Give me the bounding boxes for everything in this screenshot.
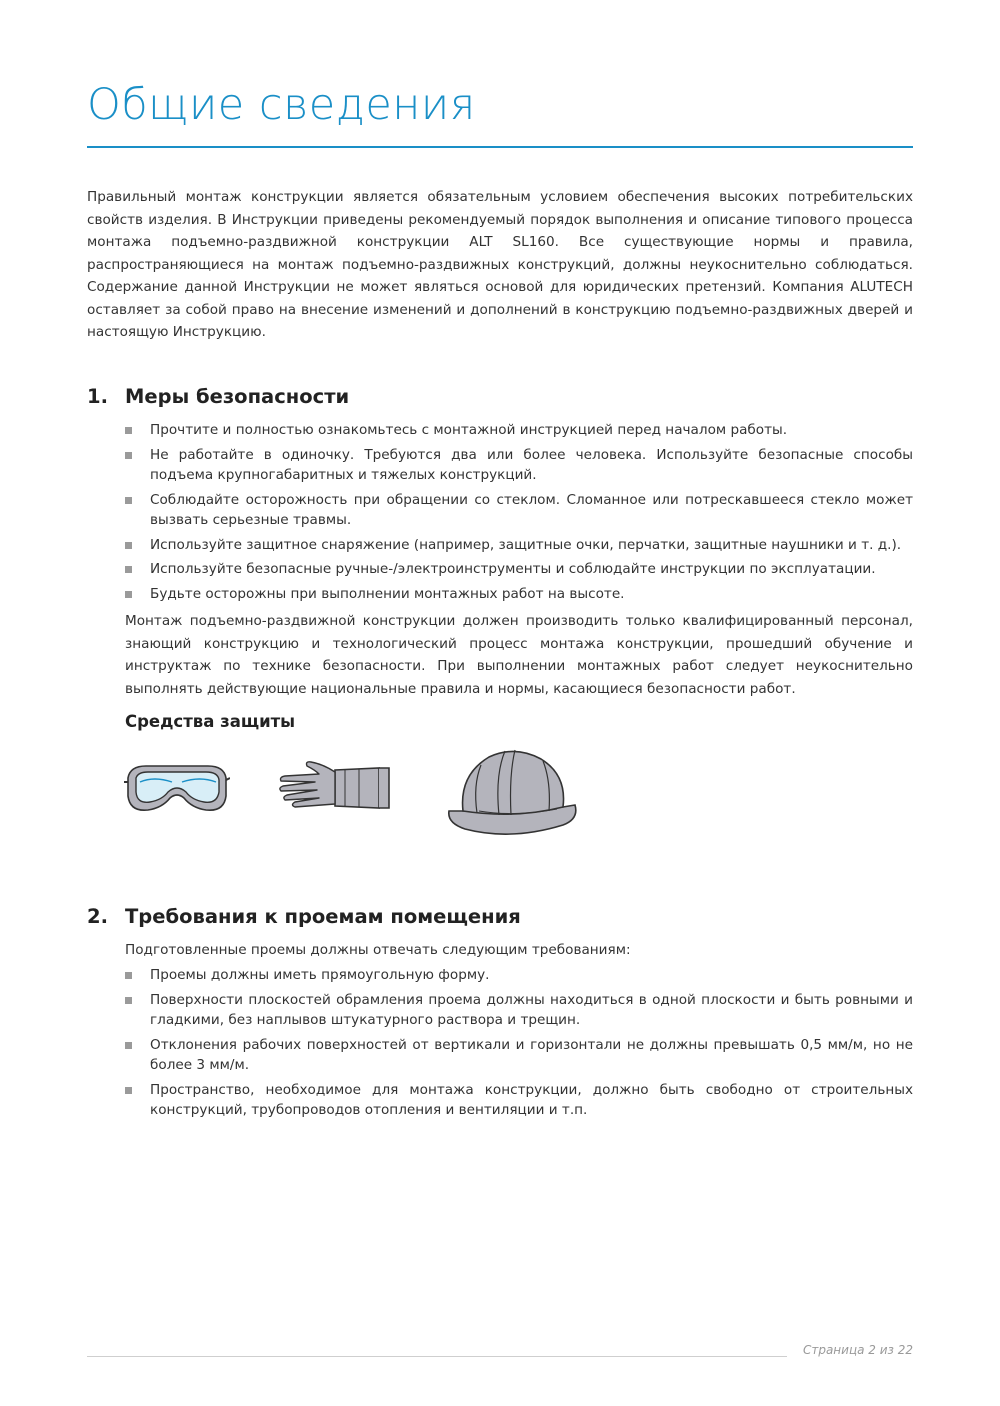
protection-heading: Средства защиты: [125, 712, 296, 731]
section-2-title: Требования к проемам помещения: [125, 905, 521, 928]
hard-hat-icon: [445, 745, 579, 837]
list-item: Используйте защитное снаряжение (например, защитные очки, перчатки, защитные наушники и т. д.).: [125, 535, 913, 556]
requirements-list: [125, 965, 913, 1125]
section-1-heading: [87, 385, 349, 408]
goggles-icon: [124, 760, 230, 818]
bullet-icon: [125, 452, 132, 459]
safety-paragraph: Монтаж подъемно-раздвижной конструкции должен производить только квалифицированный персонал, знающий конструкцию и технологический процесс монтажа конструкции, прошедший обучение и инструктаж по технике безопасности. При выполнении монтажных работ следует неукоснительно выполнять действующие национальные правила и нормы, касающиеся безопасности работ.: [125, 613, 913, 697]
list-item: Соблюдайте осторожность при обращении со стеклом. Сломанное или потрескавшееся стекло может вызвать серьезные травмы.: [125, 490, 913, 531]
bullet-icon: [125, 497, 132, 504]
requirements-lead: Подготовленные проемы должны отвечать следующим требованиям:: [125, 942, 631, 958]
list-item: Отклонения рабочих поверхностей от вертикали и горизонтали не должны превышать 0,5 мм/м, но не более 3 мм/м.: [125, 1035, 913, 1076]
page-number: Страница 2 из 22: [802, 1343, 913, 1357]
list-item: Будьте осторожны при выполнении монтажных работ на высоте.: [125, 584, 913, 605]
bullet-icon: [125, 972, 132, 979]
page-title: Общие сведения: [87, 80, 476, 130]
bullet-icon: [125, 997, 132, 1004]
list-item: Не работайте в одиночку. Требуются два или более человека. Используйте безопасные способы подъема крупногабаритных и тяжелых конструкций.: [125, 445, 913, 486]
section-2-heading: [87, 905, 521, 928]
title-divider: [87, 146, 913, 148]
list-item: Используйте безопасные ручные-/электроинструменты и соблюдайте инструкции по эксплуатации.: [125, 559, 913, 580]
bullet-icon: [125, 1087, 132, 1094]
glove-icon: [275, 760, 395, 816]
footer-divider: [87, 1356, 787, 1357]
intro-paragraph: Правильный монтаж конструкции является обязательным условием обеспечения высоких потребительских свойств изделия. В Инструкции приведены рекомендуемый порядок выполнения и описание типового процесса монтажа подъемно-раздвижной конструкции ALT SL160. Все существующие нормы и правила, распространяющиеся на монтаж подъемно-раздвижных конструкций, должны неукоснительно соблюдаться. Содержание данной Инструкции не может являться основой для юридических претензий. Компания ALUTECH оставляет за собой право на внесение изменений и дополнений в конструкцию подъемно-раздвижных дверей и настоящую Инструкцию.: [87, 189, 913, 340]
bullet-icon: [125, 542, 132, 549]
bullet-icon: [125, 1042, 132, 1049]
list-item: Прочтите и полностью ознакомьтесь с монтажной инструкцией перед началом работы.: [125, 420, 913, 441]
list-item: Поверхности плоскостей обрамления проема должны находиться в одной плоскости и быть ровными и гладкими, без наплывов штукатурного раствора и трещин.: [125, 990, 913, 1031]
bullet-icon: [125, 427, 132, 434]
section-1-number: 1.: [87, 385, 108, 408]
safety-list: [125, 420, 913, 608]
bullet-icon: [125, 591, 132, 598]
section-1-title: Меры безопасности: [125, 385, 350, 408]
section-2-number: 2.: [87, 905, 108, 928]
list-item: Проемы должны иметь прямоугольную форму.: [125, 965, 913, 986]
list-item: Пространство, необходимое для монтажа конструкции, должно быть свободно от строительных конструкций, трубопроводов отопления и вентиляции и т.п.: [125, 1080, 913, 1121]
bullet-icon: [125, 566, 132, 573]
